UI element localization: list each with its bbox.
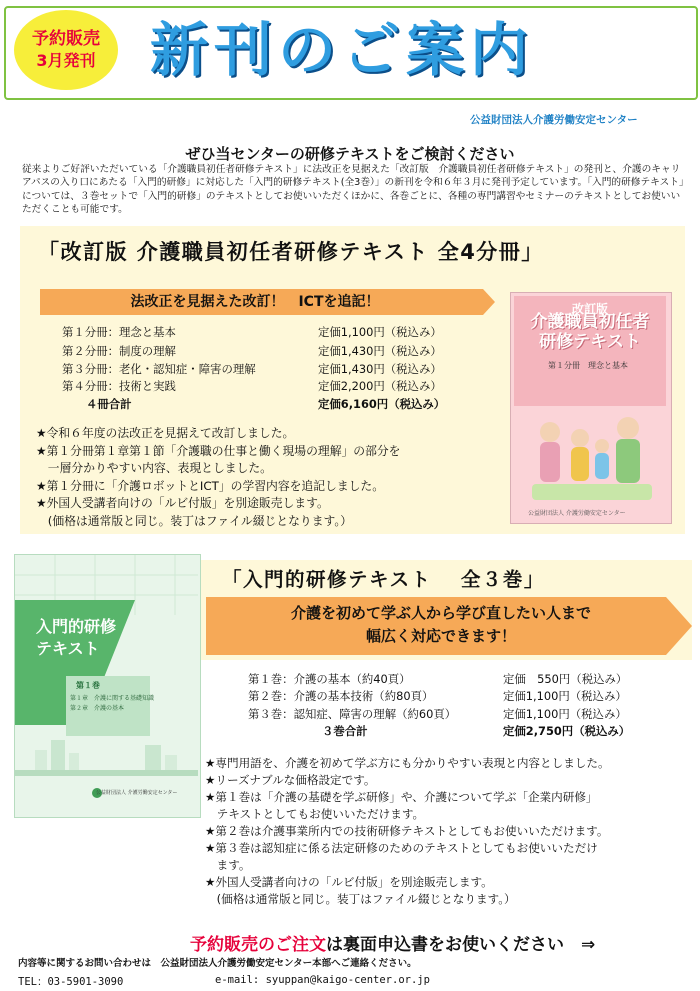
order-black-text: は裏面申込書をお使いください ⇒ — [326, 935, 596, 955]
cover-people-illustration — [520, 410, 660, 504]
cover2-chapter: 第１章 介護に関する基礎知識 — [70, 695, 155, 702]
note-line: ★リーズナブルな価格設定です。 — [205, 773, 376, 787]
order-red-text: 予約販売のご注文 — [190, 935, 326, 955]
section2-item-label: 第１巻：介護の基本（約40頁） — [248, 672, 411, 686]
cover2-title-line1: 入門的研修 — [36, 617, 117, 636]
section2-total-label: ３巻合計 — [322, 724, 368, 738]
cover-title-line2: 研修テキスト — [539, 332, 641, 352]
order-instruction — [190, 930, 595, 955]
note-line: ★専門用語を、介護を初めて学ぶ方にも分かりやすい表現と内容としました。 — [205, 756, 610, 770]
section2-item-label: 第２巻：介護の基本技術（約80頁） — [248, 689, 434, 703]
section2-title: 「入門的研修テキスト 全３巻」 — [222, 568, 545, 591]
section2-banner-line1: 介護を初めて学ぶ人から学び直したい人まで — [290, 604, 591, 622]
note-line: 一層分かりやすい内容、表現としました。 — [36, 461, 272, 475]
section1-item-label: 第１分冊：理念と基本 — [62, 325, 176, 339]
note-line: (価格は通常版と同じ。装丁はファイル綴じとなります。） — [205, 892, 516, 906]
cover-title-line1: 介護職員初任者 — [530, 312, 650, 332]
note-line: ★令和６年度の法改正を見据えて改訂しました。 — [36, 426, 295, 440]
section2-total-price: 定価2,750円（税込み） — [503, 724, 631, 738]
note-line: ★外国人受講者向けの「ルビ付版」を別途販売します。 — [205, 875, 493, 889]
publisher-name: 公益財団法人介護労働安定センター — [470, 114, 638, 126]
note-line: ★第１分冊に「介護ロボットとICT」の学習内容を追記しました。 — [36, 478, 385, 493]
section1-total-price: 定価6,160円（税込み） — [318, 397, 446, 411]
badge-line1: 予約販売 — [32, 29, 100, 49]
note-line: テキストとしてもお使いいただけます。 — [205, 807, 425, 821]
cover-title — [514, 312, 666, 352]
section2-banner-line2: 幅広く対応できます！ — [365, 627, 516, 645]
note-line: ★第１巻は「介護の基礎を学ぶ研修」や、介護について学ぶ「企業内研修」 — [205, 790, 598, 804]
section1-item-label: 第２分冊：制度の理解 — [62, 344, 176, 358]
contact-line: 内容等に関するお問い合わせは 公益財団法人介護労働安定センター本部へご連絡ください。 — [18, 958, 417, 969]
section1-item-price: 定価1,430円（税込み） — [318, 362, 442, 376]
note-line: ★第１分冊第１章第１節「介護職の仕事と働く現場の理解」の部分を — [36, 443, 401, 458]
cover2-chapter: 第２章 介護の基本 — [70, 705, 125, 712]
note-line: ★第３巻は認知症に係る法定研修のためのテキストとしてもお使いいただけ — [205, 841, 598, 855]
note-line: ます。 — [205, 858, 251, 872]
section1-total-label: ４冊合計 — [86, 397, 132, 411]
section1-item-price: 定価2,200円（税込み） — [318, 379, 442, 393]
section2-item-price: 定価 550円（税込み） — [503, 672, 628, 686]
badge-line2: 3月発刊 — [36, 51, 96, 70]
section1-item-price: 定価1,430円（税込み） — [318, 344, 442, 358]
section1-item-label: 第４分冊：技術と実践 — [62, 379, 176, 393]
section2-item-label: 第３巻：認知症、障害の理解（約60頁） — [248, 707, 457, 721]
section1-item-label: 第３分冊：老化・認知症・障害の理解 — [62, 362, 256, 376]
section2-item-price: 定価1,100円（税込み） — [503, 707, 627, 721]
section1-item-price: 定価1,100円（税込み） — [318, 325, 442, 339]
cover-kaitei-label: 改訂版 — [571, 302, 608, 316]
cover-volume-label: 第１分冊 理念と基本 — [548, 361, 628, 370]
note-line: ★外国人受講者向けの「ルビ付版」を別途販売します。 — [36, 496, 329, 510]
intro-heading: ぜひ当センターの研修テキストをご検討ください — [185, 145, 515, 163]
cover-publisher: 公益財団法人 介護労働安定センター — [528, 510, 626, 517]
section2-item-price: 定価1,100円（税込み） — [503, 689, 627, 703]
intro-text: 従来よりご好評いただいている「介護職員初任者研修テキスト」に法改正を見据えた「改訂版 介護職員初任者研修テキスト」の発刊と、介護のキャリアパスの入り口にあたる「入門的研修」に対応した「入門的研修テキスト(全3巻）」の新刊を令和６年３月に発刊予定しています。「入門的研修テキスト」については、３巻セットで「入門的研修」のテキストとしてお使いいただくほかに、各巻ごとに、各種の専門講習やセミナーのテキストとしてお使いいただくことも可能です。 — [22, 164, 684, 216]
page-title: 新刊のご案内 — [150, 16, 535, 84]
email-address: e-mail: syuppan@kaigo-center.or.jp — [215, 974, 430, 986]
cover2-title — [36, 616, 116, 660]
section1-notes — [36, 425, 496, 530]
cover2-publisher: 公益財団法人 介護労働安定センター — [96, 790, 178, 796]
cover2-volume-label: 第１巻 — [76, 681, 100, 690]
section2-notes — [205, 755, 695, 908]
section1-title: 「改訂版 介護職員初任者研修テキスト 全4分冊」 — [38, 240, 544, 264]
note-line: ★第２巻は介護事業所内での技術研修テキストとしてもお使いいただけます。 — [205, 824, 609, 838]
reservation-badge — [14, 10, 118, 90]
cover2-title-line2: テキスト — [36, 639, 100, 658]
note-line: (価格は通常版と同じ。装丁はファイル綴じとなります。） — [36, 513, 353, 528]
section1-banner: 法改正を見据えた改訂！ ICTを追記！ — [130, 294, 380, 310]
tel-number: TEL：03-5901-3090 — [18, 976, 124, 988]
